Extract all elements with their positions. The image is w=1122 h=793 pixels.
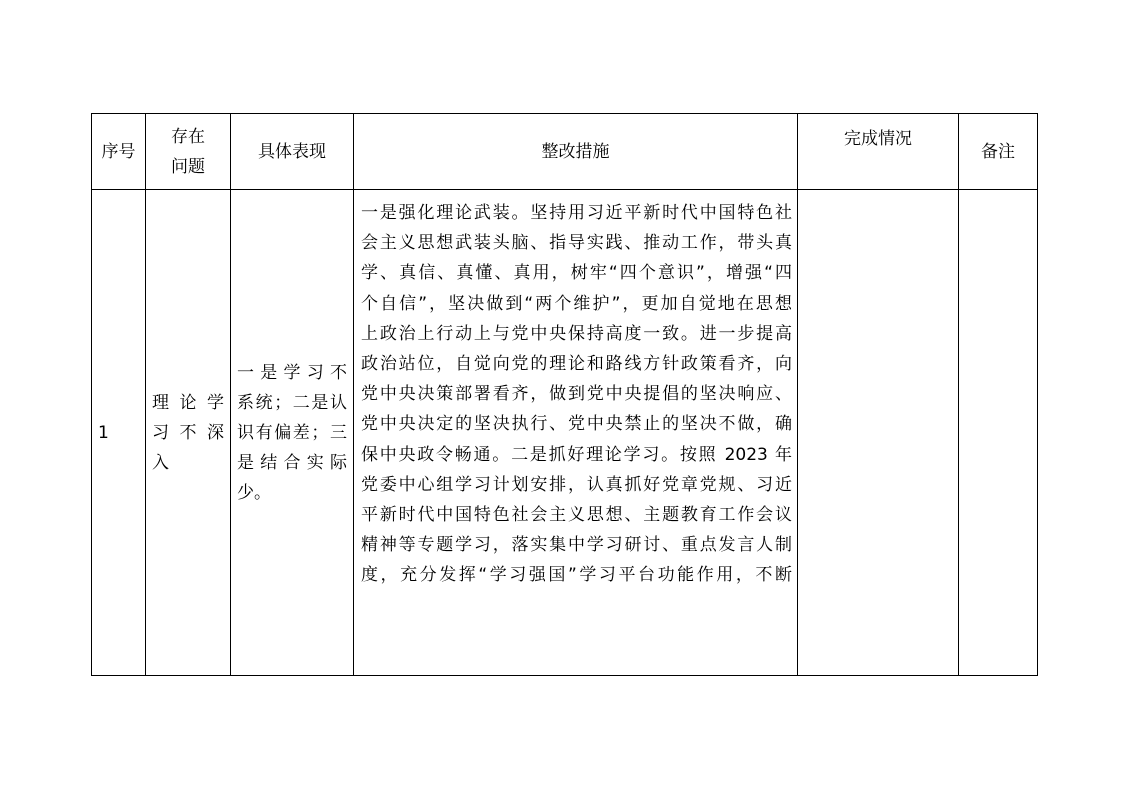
measures-line: 上政治上行动上与党中央保持高度一致。进一步提高 <box>361 323 792 344</box>
problem-line: 习不深 <box>152 422 224 443</box>
manifestation-line: 识有偏差；三 <box>237 422 347 443</box>
header-row <box>92 114 1038 190</box>
measures-line: 会主义思想武装头脑、指导实践、推动工作，带头真 <box>361 233 792 254</box>
header-measures: 整改措施 <box>354 114 798 190</box>
header-status: 完成情况 <box>798 114 959 190</box>
row-manifestation <box>231 190 354 676</box>
manifestation-line: 一是学习不 <box>237 362 347 383</box>
manifestation-line: 少。 <box>237 482 271 503</box>
measures-line: 度，充分发挥“学习强国”学习平台功能作用，不断 <box>361 565 792 586</box>
measures-line: 一是强化理论武装。坚持用习近平新时代中国特色社 <box>361 203 792 223</box>
row-remarks <box>959 190 1038 676</box>
row-status <box>798 190 959 676</box>
problem-line: 理论学 <box>152 392 224 413</box>
header-remarks: 备注 <box>959 114 1038 190</box>
row-index: 1 <box>92 190 146 676</box>
measures-line: 党中央决定的坚决执行、党中央禁止的坚决不做，确 <box>361 414 792 435</box>
manifestation-line: 是结合实际 <box>237 452 347 473</box>
header-problem-line-2: 问题 <box>171 156 205 177</box>
measures-line: 平新时代中国特色社会主义思想、主题教育工作会议 <box>361 505 792 526</box>
header-index: 序号 <box>92 114 146 190</box>
header-problem-line-1: 存在 <box>171 126 205 147</box>
measures-line: 党中央决策部署看齐，做到党中央提倡的坚决响应、 <box>361 384 792 405</box>
measures-line: 保中央政令畅通。二是抓好理论学习。按照 2023 年 <box>361 444 792 465</box>
measures-line: 政治站位，自觉向党的理论和路线方针政策看齐，向 <box>361 354 792 375</box>
header-manifestation: 具体表现 <box>231 114 354 190</box>
measures-line: 党委中心组学习计划安排，认真抓好党章党规、习近 <box>361 474 792 495</box>
table-row <box>92 190 1038 676</box>
header-problem <box>146 114 231 190</box>
measures-line: 学、真信、真懂、真用，树牢“四个意识”，增强“四 <box>361 263 792 284</box>
problem-line: 入 <box>152 452 169 473</box>
row-measures <box>354 190 798 676</box>
measures-line: 精神等专题学习，落实集中学习研讨、重点发言人制 <box>361 535 792 556</box>
row-problem <box>146 190 231 676</box>
rectification-table <box>91 113 1038 676</box>
measures-line: 个自信”，坚决做到“两个维护”，更加自觉地在思想 <box>361 293 792 314</box>
manifestation-line: 系统；二是认 <box>237 392 347 413</box>
